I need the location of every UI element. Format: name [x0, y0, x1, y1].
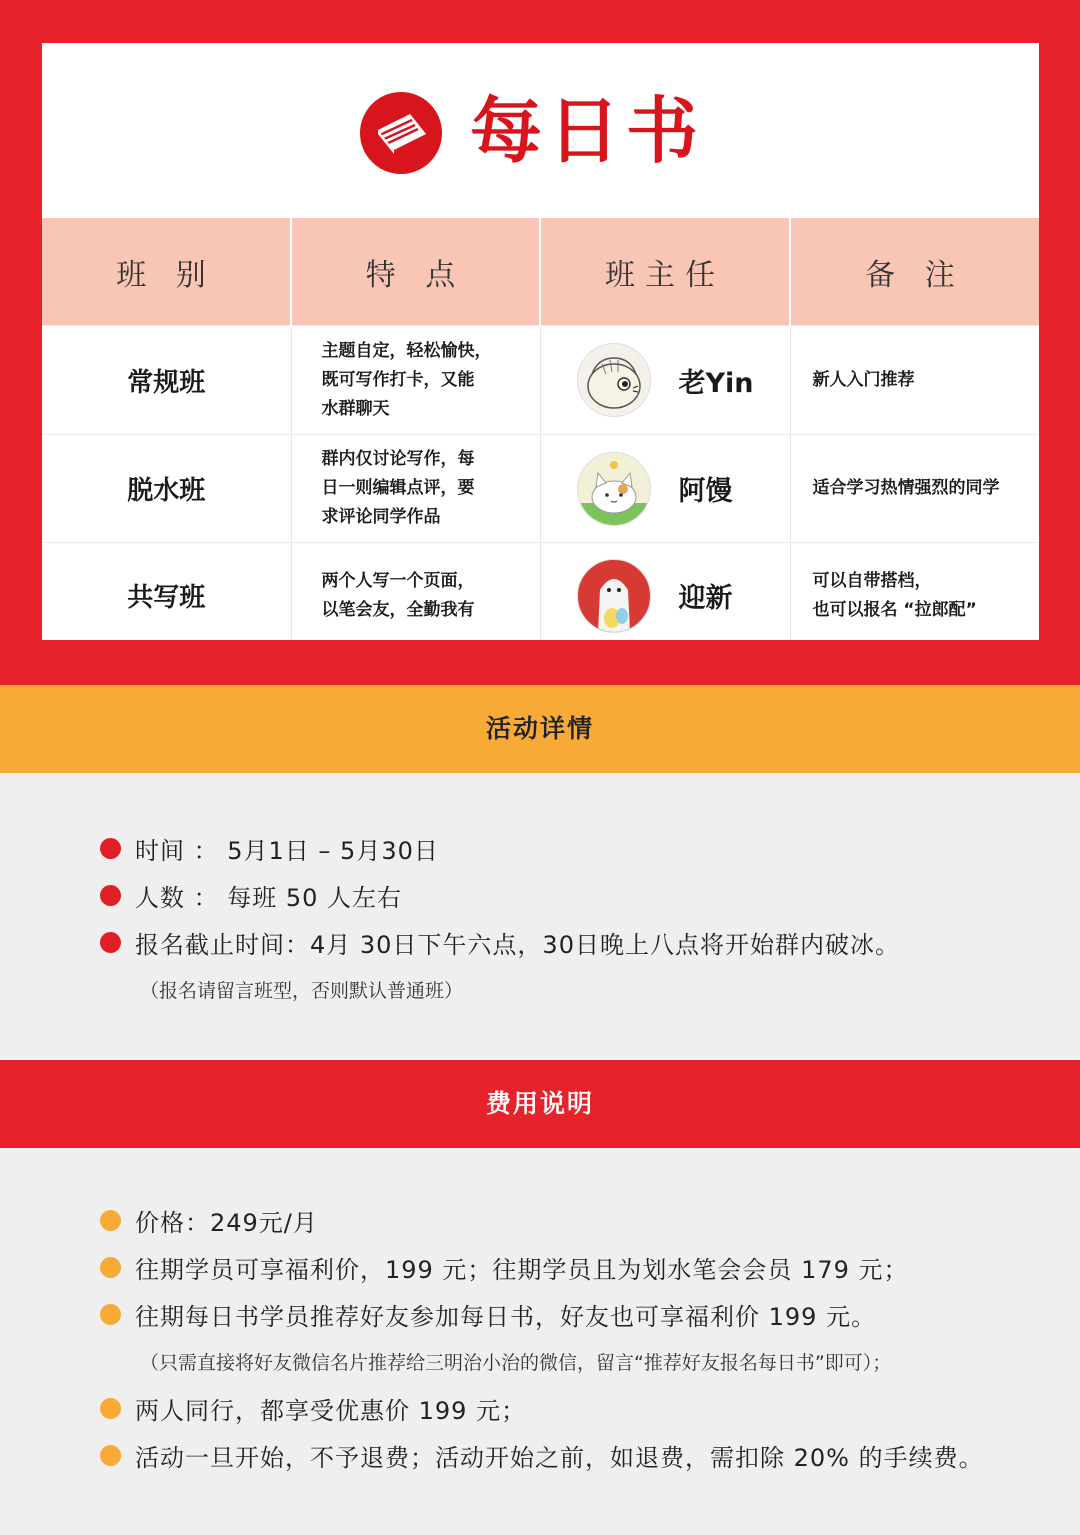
class-name: 脱水班 [42, 435, 291, 543]
header-feature: 特 点 [291, 218, 540, 326]
class-feature: 两个人写一个页面， 以笔会友，全勤我有 [291, 543, 540, 641]
class-note: 可以自带搭档， 也可以报名 “拉郎配” [790, 543, 1039, 641]
activity-count: 人数 ： 每班 50 人左右 [100, 878, 402, 913]
class-teacher [540, 543, 790, 641]
class-note: 适合学习热情强烈的同学 [790, 435, 1039, 543]
fee-refund: 活动一旦开始，不予退费；活动开始之前，如退费，需扣除 20% 的手续费。 [100, 1438, 984, 1473]
teacher-name: 迎新 [678, 583, 733, 614]
table-row [42, 326, 1039, 435]
bullet-dot-icon [100, 1210, 121, 1231]
cat-avatar [577, 452, 651, 526]
activity-deadline-note: （报名请留言班型，否则默认普通班） [140, 980, 464, 1002]
fee-alumni: 往期学员可享福利价，199 元；往期学员且为划水笔会会员 179 元； [100, 1250, 909, 1285]
class-table [42, 218, 1039, 640]
class-teacher [540, 326, 790, 435]
class-teacher [540, 435, 790, 543]
fee-pair: 两人同行，都享受优惠价 199 元； [100, 1391, 526, 1426]
activity-section [0, 773, 1080, 1060]
fee-referral: 往期每日书学员推荐好友参加每日书，好友也可享福利价 199 元。 [100, 1297, 876, 1332]
brand-title: 每日书 [470, 89, 705, 173]
fees-heading: 费用说明 [0, 1060, 1080, 1148]
activity-time: 时间 ： 5月1日 – 5月30日 [100, 831, 439, 866]
class-name: 共写班 [42, 543, 291, 641]
header-note: 备 注 [790, 218, 1039, 326]
activity-heading: 活动详情 [0, 685, 1080, 773]
bullet-dot-icon [100, 1304, 121, 1325]
bullet-dot-icon [100, 1398, 121, 1419]
table-row [42, 435, 1039, 543]
class-feature: 主题自定，轻松愉快， 既可写作打卡，又能 水群聊天 [291, 326, 540, 435]
teacher-name: 老Yin [678, 367, 754, 399]
fee-price: 价格：249元/月 [100, 1203, 318, 1238]
activity-deadline: 报名截止时间：4月 30日下午六点，30日晚上八点将开始群内破冰。 [100, 925, 900, 960]
header-teacher: 班主任 [540, 218, 790, 326]
class-name: 常规班 [42, 326, 291, 435]
class-card [42, 43, 1039, 640]
bullet-dot-icon [100, 885, 121, 906]
book-stack-icon [360, 92, 442, 174]
cartoon-face-avatar [577, 343, 651, 417]
fee-referral-note: （只需直接将好友微信名片推荐给三明治小治的微信，留言“推荐好友报名每日书”即可）； [140, 1352, 892, 1374]
bullet-dot-icon [100, 838, 121, 859]
class-feature: 群内仅讨论写作，每 日一则编辑点评，要 求评论同学作品 [291, 435, 540, 543]
header-class: 班 别 [42, 218, 291, 326]
bullet-dot-icon [100, 932, 121, 953]
brand-header [42, 43, 1039, 218]
teacher-name: 阿馒 [678, 476, 733, 507]
class-note: 新人入门推荐 [790, 326, 1039, 435]
bullet-dot-icon [100, 1257, 121, 1278]
bullet-dot-icon [100, 1445, 121, 1466]
table-row [42, 543, 1039, 641]
fees-section [0, 1148, 1080, 1535]
ghost-figure-avatar [577, 559, 651, 633]
